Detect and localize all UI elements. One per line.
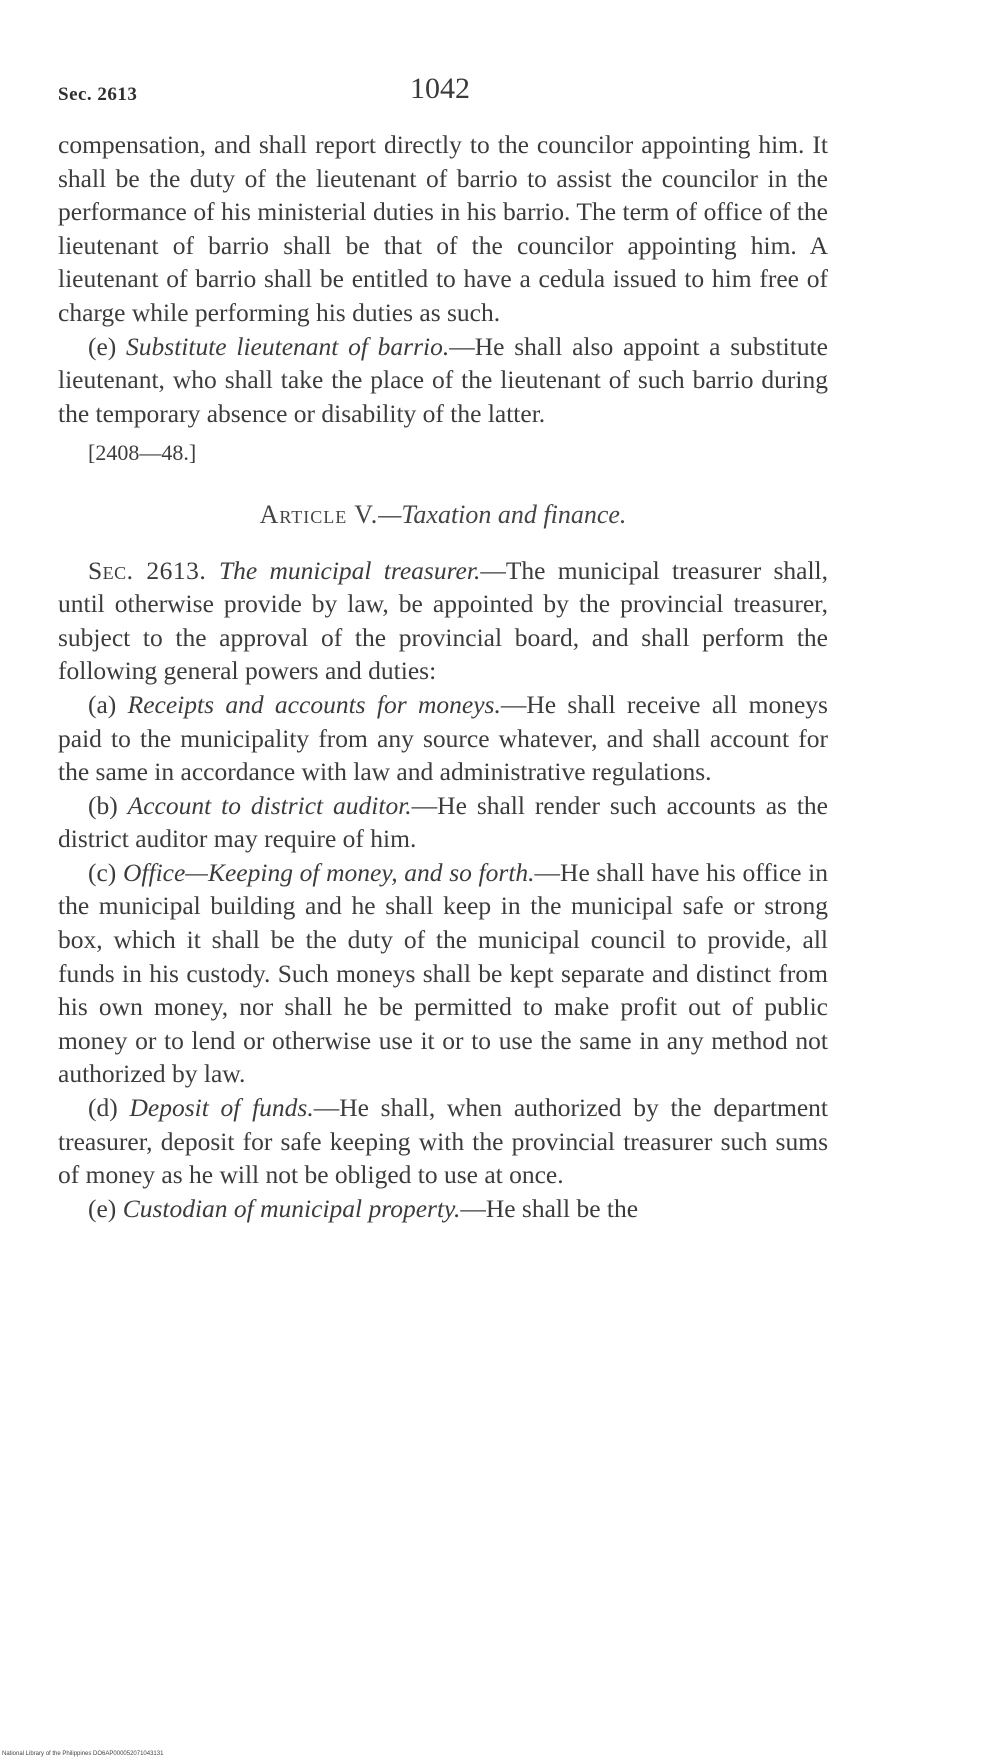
section-intro-text: —The municipal treasurer shall, until otherwise provide by law, be appointed by the provincial treasurer, subject to the approval of the provincial board, and shall perform the following general powers and duties: xyxy=(58,555,829,686)
item-label: (b) xyxy=(88,790,128,820)
page-header xyxy=(58,72,838,112)
legal-reference: [2408—48.] xyxy=(88,440,197,466)
item-label: (e) xyxy=(88,331,127,361)
item-heading: Account to district auditor. xyxy=(127,790,412,820)
item-heading: Deposit of funds. xyxy=(129,1093,314,1123)
article-title: —Taxation and finance. xyxy=(378,499,627,529)
article-label: Article V. xyxy=(259,499,379,529)
paragraph-a-receipts xyxy=(58,688,828,789)
section-intro-paragraph xyxy=(58,554,828,688)
item-label: (e) xyxy=(88,1193,123,1223)
paragraph-e-custodian xyxy=(58,1192,828,1226)
item-heading: Substitute lieutenant of barrio. xyxy=(126,331,450,361)
paragraph-b-account xyxy=(58,789,828,856)
section-heading: The municipal treasurer. xyxy=(218,555,481,585)
paragraph-c-office xyxy=(58,856,828,1091)
item-label: (c) xyxy=(88,857,123,887)
page-number: 1042 xyxy=(410,72,470,105)
item-label: (a) xyxy=(88,689,128,719)
section-label: Sec. 2613. xyxy=(88,555,219,585)
item-heading: Receipts and accounts for moneys. xyxy=(127,689,501,719)
continuation-paragraph xyxy=(58,128,828,330)
section-reference: Sec. 2613 xyxy=(58,84,138,105)
article-heading xyxy=(58,498,828,532)
item-text: —He shall have his office in the municipal building and he shall keep in the municipal safe or strong box, which it shall be the duty of the municipal council to provide, all funds in his custody. Such moneys shall be kept separate and distinct from his own money, nor shall he be permitted to make profit out of public money or to lend or otherwise use it or to use the same in any method not authorized by law. xyxy=(58,857,828,1089)
item-text: —He shall, when authorized by the department treasurer, deposit for safe keeping with the provincial treasurer such sums of money as he will not be obliged to use at once. xyxy=(58,1093,829,1190)
item-heading: Office—Keeping of money, and so forth. xyxy=(122,857,535,887)
scan-footer: National Library of the Philippines DO6AP000052071043131 xyxy=(2,1751,164,1757)
body-text xyxy=(58,128,828,1225)
item-text: —He shall also appoint a substitute lieutenant, who shall take the place of the lieutenant of such barrio during the temporary absence or disability of the latter. xyxy=(58,331,828,428)
item-text: —He shall be the xyxy=(460,1193,639,1223)
paragraph-d-deposit xyxy=(58,1091,828,1192)
item-label: (d) xyxy=(88,1093,130,1123)
item-heading: Custodian of municipal property. xyxy=(122,1193,461,1223)
continuation-text: compensation, and shall report directly to the councilor appointing him. It shall be the duty of the lieutenant of barrio to assist the councilor in the performance of his ministerial duties in his barrio. The term of office of the lieutenant of barrio shall be that of the councilor appointing him. A lieutenant of barrio shall be entitled to have a cedula issued to him free of charge while performing his duties as such. xyxy=(58,130,828,327)
item-text: —He shall receive all moneys paid to the municipality from any source whatever, and shall account for the same in accordance with law and administrative regulations. xyxy=(58,689,828,787)
item-text: —He shall render such accounts as the district auditor may require of him. xyxy=(58,790,829,854)
paragraph-e-substitute xyxy=(58,330,828,431)
